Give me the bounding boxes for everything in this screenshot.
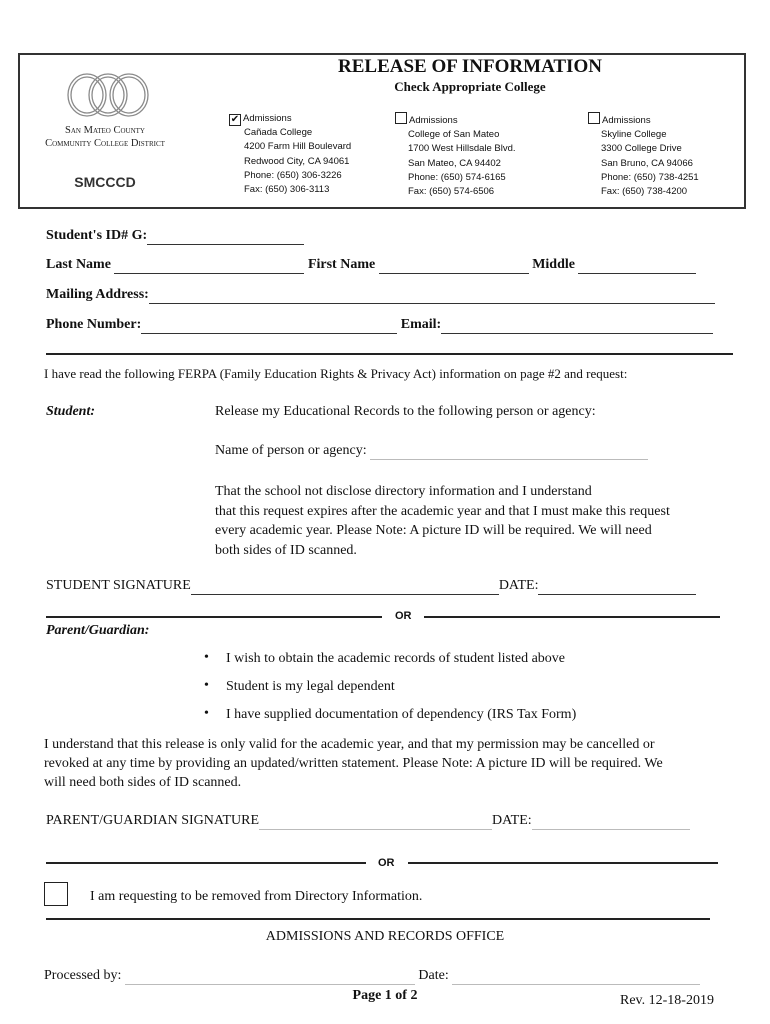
student-label: Student:: [46, 404, 96, 419]
list-item: • Student is my legal dependent: [204, 679, 576, 707]
name-row: Last Name First Name Middle: [46, 257, 696, 274]
ferpa-statement: I have read the following FERPA (Family Education Rights & Privacy Act) information on page #2 and request:: [44, 366, 628, 381]
college-canada: ✔ Admissions Cañada College 4200 Farm Hill Boulevard Redwood City, CA 94061 Phone: (650) 306-3226 Fax: (650) 306-3113: [230, 113, 352, 196]
parent-signature-row: PARENT/GUARDIAN SIGNATURE DATE:: [46, 813, 690, 830]
office-title: ADMISSIONS AND RECORDS OFFICE: [265, 929, 505, 944]
page-number: Page 1 of 2: [352, 988, 418, 1003]
processed-by-field[interactable]: [125, 968, 415, 985]
parent-date-field[interactable]: [532, 813, 690, 830]
student-id-field[interactable]: [147, 228, 304, 245]
section-divider: [46, 353, 733, 355]
processed-date-field[interactable]: [452, 968, 700, 985]
middle-name-field[interactable]: [578, 257, 696, 274]
student-date-field[interactable]: [538, 578, 696, 595]
office-divider: [46, 918, 710, 920]
college-san-mateo: Admissions College of San Mateo 1700 West Hillsdale Blvd. San Mateo, CA 94402 Phone: (650) 574-6165 Fax: (650) 574-6506: [395, 112, 516, 199]
last-name-field[interactable]: [114, 257, 304, 274]
or-divider-right: [424, 616, 720, 618]
college-canada-checkbox[interactable]: ✔: [230, 114, 240, 125]
mailing-address-field[interactable]: [149, 287, 715, 304]
or-divider-left: [46, 616, 382, 618]
contact-row: Phone Number: Email:: [46, 317, 713, 334]
college-skyline: Admissions Skyline College 3300 College Drive San Bruno, CA 94066 Phone: (650) 738-4251 Fax: (650) 738-4200: [588, 112, 699, 199]
list-item: • I have supplied documentation of dependency (IRS Tax Form): [204, 707, 576, 735]
college-skyline-checkbox[interactable]: [588, 112, 600, 124]
phone-field[interactable]: [141, 317, 397, 334]
student-id-row: Student's ID# G:: [46, 228, 304, 245]
directory-removal-text: I am requesting to be removed from Directory Information.: [90, 889, 423, 904]
college-san-mateo-checkbox[interactable]: [395, 112, 407, 124]
page-title: RELEASE OF INFORMATION: [338, 56, 602, 77]
directory-disclosure-text: That the school not disclose directory information and I understand that this request expires after the academic year and that I must make this request every academic year. Please Note: A picture ID will be required. We will need both sides of ID scanned.: [215, 484, 670, 558]
page-subtitle: Check Appropriate College: [394, 79, 546, 94]
first-name-field[interactable]: [379, 257, 529, 274]
or-label: OR: [378, 857, 395, 869]
list-item: • I wish to obtain the academic records of student listed above: [204, 651, 576, 679]
release-records-text: Release my Educational Records to the following person or agency:: [215, 404, 596, 419]
revision-date: Rev. 12-18-2019: [620, 993, 714, 1008]
district-abbr: SMCCCD: [74, 174, 136, 190]
parent-statement: I understand that this release is only valid for the academic year, and that my permission may be cancelled or revoked at any time by providing an updated/written statement. Please Note: A picture ID will be required. We will need both sides of ID scanned.: [44, 737, 663, 790]
directory-removal-checkbox[interactable]: [44, 882, 68, 906]
email-field[interactable]: [441, 317, 713, 334]
or-label: OR: [395, 610, 412, 622]
district-logo-icon: [60, 70, 156, 120]
parent-bullets: [204, 651, 576, 735]
student-signature-row: STUDENT SIGNATURE DATE:: [46, 578, 696, 595]
address-row: Mailing Address:: [46, 287, 715, 304]
parent-guardian-label: Parent/Guardian:: [46, 623, 150, 638]
student-signature-field[interactable]: [191, 578, 499, 595]
agency-name-field[interactable]: [370, 443, 648, 460]
or-divider-right: [408, 862, 718, 864]
or-divider-left: [46, 862, 366, 864]
agency-row: Name of person or agency:: [215, 443, 648, 460]
district-name: San Mateo County Community College District: [45, 125, 165, 149]
parent-signature-field[interactable]: [259, 813, 492, 830]
processed-row: Processed by: Date:: [44, 968, 700, 985]
